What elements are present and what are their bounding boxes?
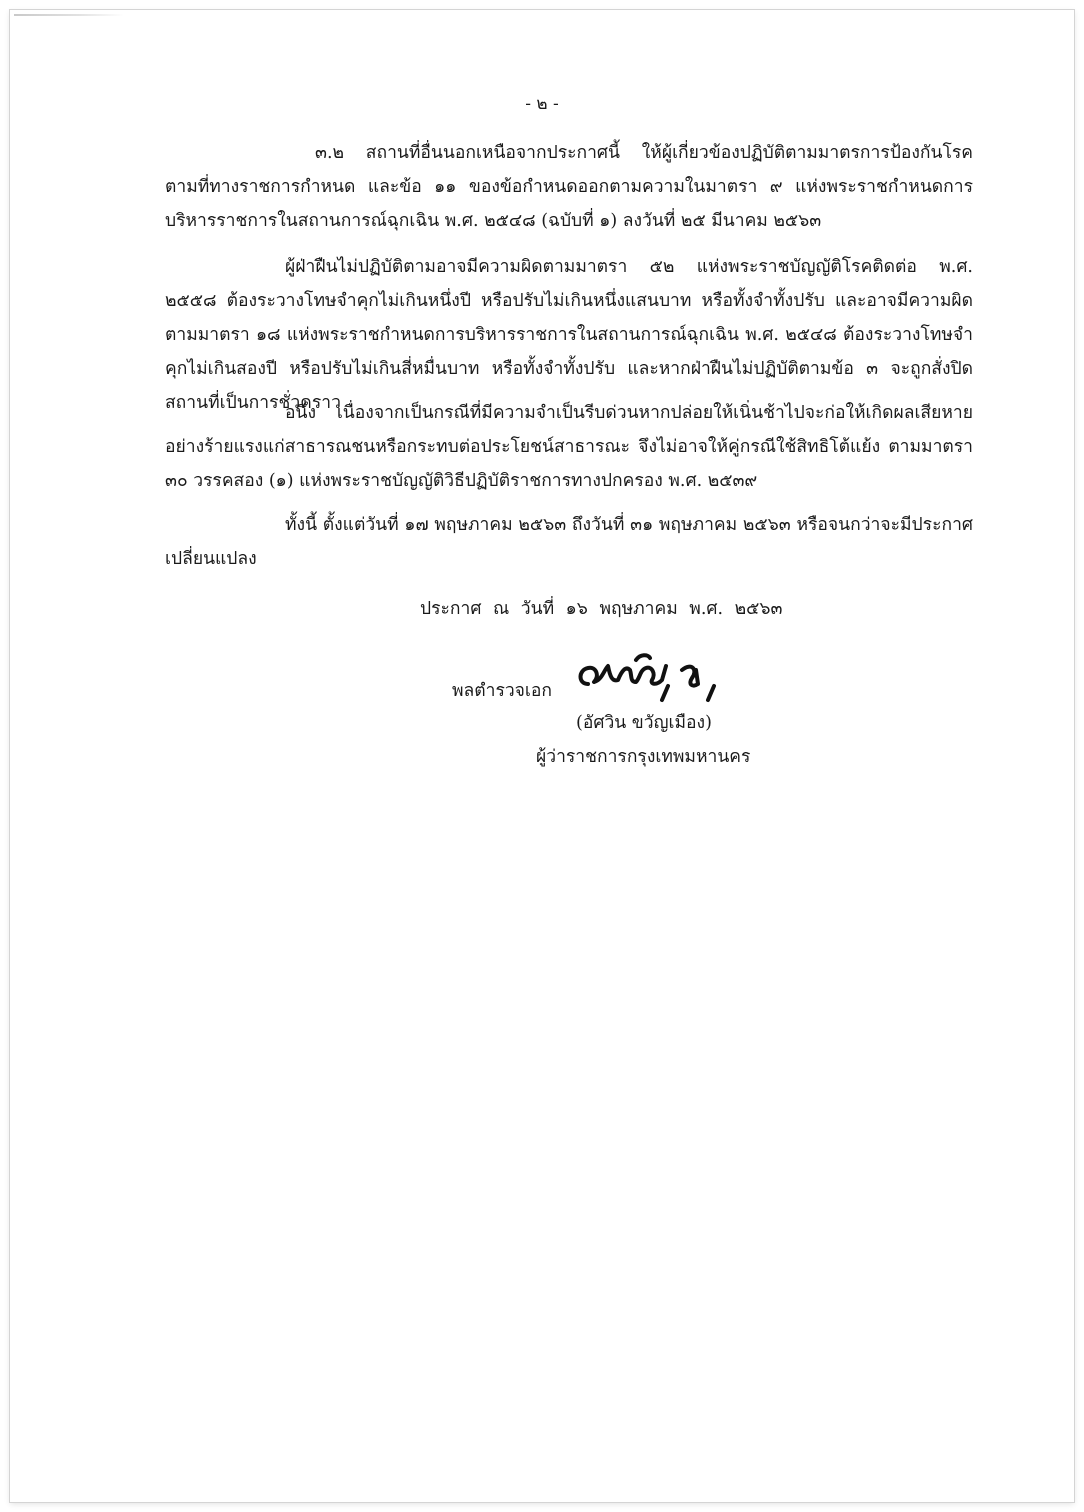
paragraph-section-3-2: ๓.๒ สถานที่อื่นนอกเหนือจากประกาศนี้ ให้ผู้เกี่ยวข้องปฏิบัติตามมาตรการป้องกันโรค ตามที่ทางราชการกำหนด และข้อ ๑๑ ของข้อกำหนดออกตามความในมาตรา ๙ แห่งพระราชกำหนดการบริหารราชการในสถานการณ์ฉุกเฉิน พ.ศ. ๒๕๔๘ (ฉบับที่ ๑) ลงวันที่ ๒๕ มีนาคม ๒๕๖๓	[165, 143, 973, 231]
scan-artifact	[14, 14, 124, 16]
paragraph-penalties: ผู้ฝ่าฝืนไม่ปฏิบัติตามอาจมีความผิดตามมาตรา ๕๒ แห่งพระราชบัญญัติโรคติดต่อ พ.ศ. ๒๕๕๘ ต้องระวางโทษจำคุกไม่เกินหนึ่งปี หรือปรับไม่เกินหนึ่งแสนบาท หรือทั้งจำทั้งปรับ และอาจมีความผิดตามมาตรา ๑๘ แห่งพระราชกำหนดการบริหารราชการในสถานการณ์ฉุกเฉิน พ.ศ. ๒๕๔๘ ต้องระวางโทษจำคุกไม่เกินสองปี หรือปรับไม่เกินสี่หมื่นบาท หรือทั้งจำทั้งปรับ และหากฝ่าฝืนไม่ปฏิบัติตามข้อ ๓ จะถูกสั่งปิดสถานที่เป็นการชั่วคราว	[165, 257, 973, 413]
signer-title: ผู้ว่าราชการกรุงเทพมหานคร	[536, 747, 751, 767]
announcement-date: ประกาศ ณ วันที่ ๑๖ พฤษภาคม พ.ศ. ๒๕๖๓	[420, 599, 783, 619]
paragraph-effective-period: ทั้งนี้ ตั้งแต่วันที่ ๑๗ พฤษภาคม ๒๕๖๓ ถึงวันที่ ๓๑ พฤษภาคม ๒๕๖๓ หรือจนกว่าจะมีประกาศเปลี่ยนแปลง	[165, 515, 973, 569]
signer-rank: พลตำรวจเอก	[452, 681, 553, 701]
handwritten-signature	[574, 640, 734, 710]
page-number: - ๒ -	[525, 94, 559, 114]
signer-name: (อัศวิน ขวัญเมือง)	[576, 713, 712, 733]
paragraph-urgency: อนึ่ง เนื่องจากเป็นกรณีที่มีความจำเป็นรีบด่วนหากปล่อยให้เนิ่นช้าไปจะก่อให้เกิดผลเสียหายอย่างร้ายแรงแก่สาธารณชนหรือกระทบต่อประโยชน์สาธารณะ จึงไม่อาจให้คู่กรณีใช้สิทธิโต้แย้ง ตามมาตรา ๓๐ วรรคสอง (๑) แห่งพระราชบัญญัติวิธีปฏิบัติราชการทางปกครอง พ.ศ. ๒๕๓๙	[165, 403, 973, 491]
